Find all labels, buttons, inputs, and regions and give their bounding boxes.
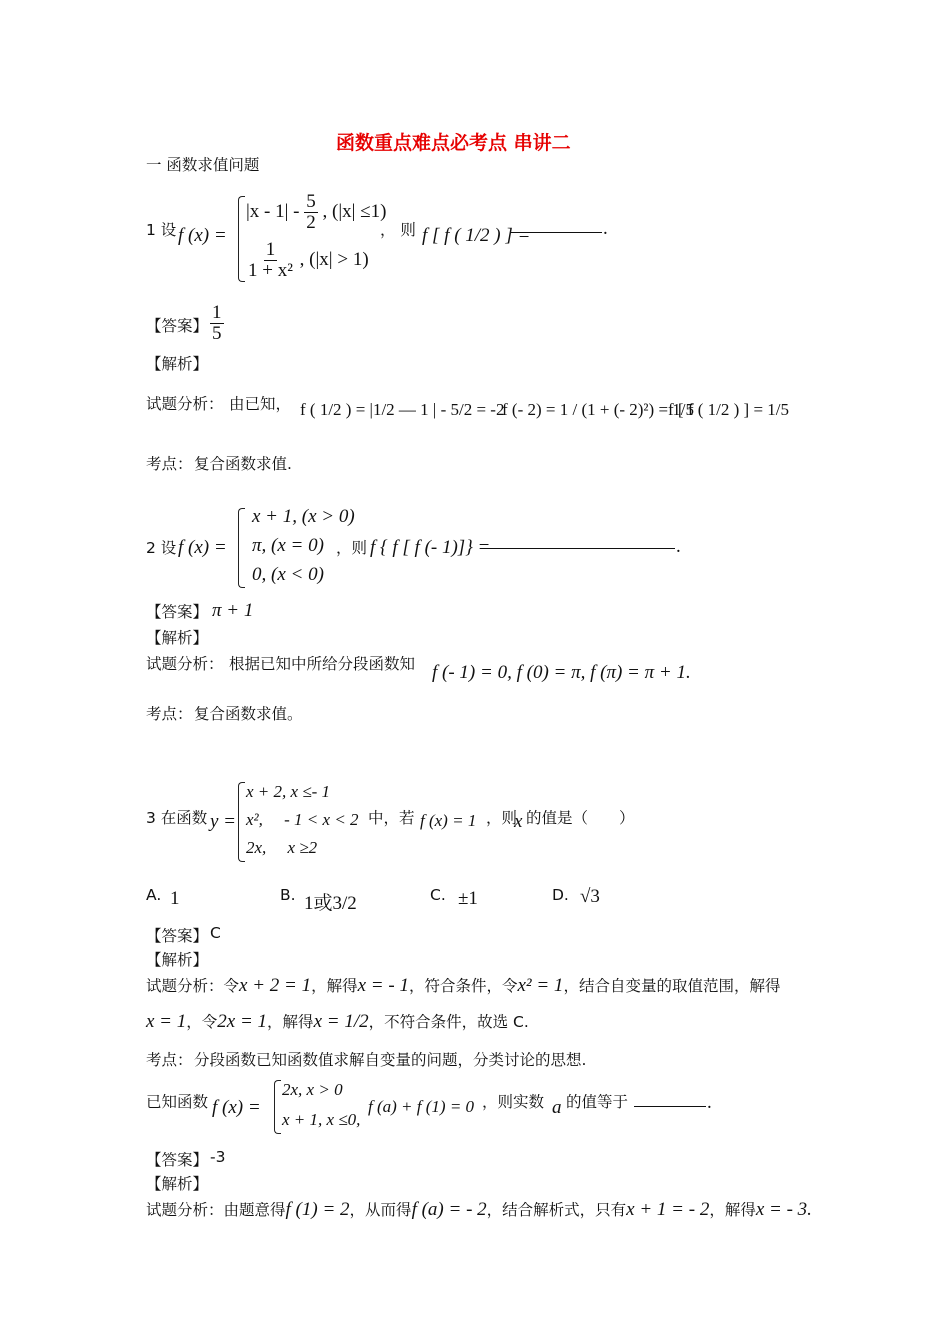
section-heading: 一 函数求值问题 (146, 156, 260, 174)
q1-answer: $\frac{1}{5}$ (212, 302, 222, 344)
q1-case1-a: |x - 1| - (246, 200, 300, 222)
q1-prefix: 1 设 (146, 221, 177, 239)
q1-brace (238, 196, 245, 282)
q1-step3: f [ f ( 1/2 ) ] = 1/5 (668, 400, 790, 419)
q4-case2: x + 1, x ≤0, (282, 1110, 361, 1129)
q1-case1-cond: , (|x| ≤1) (322, 200, 387, 222)
q3-ask: 的值是（ ） (526, 809, 635, 827)
q2-answer-blank (485, 548, 675, 549)
q1-case1-frac: $\frac{5}{2}$ (306, 191, 316, 233)
q4-case1: 2x, x > 0 (282, 1080, 343, 1099)
q3-middle: 中，若 (368, 809, 415, 827)
q4-ask: 的值等于 (566, 1093, 629, 1111)
q3-analysis-line2: x = 1，令2x = 1，解得x = 1/2，不符合条件，故选 C. (146, 1011, 529, 1032)
q2-formula: f (- 1) = 0, f (0) = π, f (π) = π + 1. (432, 662, 691, 683)
q1-then: ， 则 (380, 221, 416, 239)
q1-case2-cond: , (|x| > 1) (299, 248, 369, 270)
q3-option-a-letter: A. (146, 886, 162, 904)
q4-then: ，则实数 (482, 1093, 545, 1111)
q2-kaodian-label: 考点： (146, 705, 193, 723)
q4-cond: f (a) + f (1) = 0 (368, 1097, 475, 1116)
q4-answer-label: 【答案】 (146, 1151, 209, 1169)
q2-case2: π, (x = 0) (252, 535, 324, 556)
q1-step1: f ( 1/2 ) = |1/2 — 1 | - 5/2 = -2 (300, 400, 505, 419)
q2-period: . (676, 536, 681, 557)
q3-lhs: y = (210, 811, 237, 832)
q1-lhs: f (x) = (178, 225, 227, 246)
q2-then: ，则 (336, 539, 368, 557)
q1-case2-frac: $\frac{1}{\text{1 + x²}}$ (248, 239, 293, 281)
q1-case2 (246, 240, 369, 281)
q3-analysis-label: 【解析】 (146, 951, 209, 969)
q2-case3: 0, (x < 0) (252, 564, 324, 585)
q3-option-d-letter: D. (552, 886, 569, 904)
q2-analysis-label: 【解析】 (146, 629, 209, 647)
q2-query: f { f [ f (- 1)]} = (370, 537, 491, 558)
q3-kaodian: 分段函数已知函数值求解自变量的问题，分类讨论的思想. (194, 1051, 587, 1069)
q3-var: x (514, 811, 523, 832)
q1-answer-label: 【答案】 (146, 317, 209, 335)
q2-case1: x + 1, (x > 0) (252, 506, 355, 527)
q3-option-c-letter: C. (430, 886, 446, 904)
q1-kaodian-label: 考点： (146, 455, 193, 473)
q4-analysis-line: 试题分析：由题意得f (1) = 2，从而得f (a) = - 2，结合解析式，只有x + 1 = - 2，解得x = - 3. (146, 1199, 812, 1220)
q4-lhs: f (x) = (212, 1097, 261, 1118)
q4-period: . (707, 1092, 712, 1113)
q2-answer-label: 【答案】 (146, 603, 209, 621)
q4-analysis-label: 【解析】 (146, 1175, 209, 1193)
q2-answer: π + 1 (212, 600, 254, 621)
q4-brace (274, 1080, 281, 1134)
q1-kaodian: 复合函数求值. (194, 455, 292, 473)
q1-analysis-label: 【解析】 (146, 355, 209, 373)
q3-kaodian-label: 考点： (146, 1051, 193, 1069)
q2-prefix: 2 设 (146, 539, 177, 557)
q4-prefix: 已知函数 (146, 1093, 209, 1111)
q2-kaodian: 复合函数求值。 (194, 705, 303, 723)
q4-var: a (552, 1097, 562, 1118)
q3-case2: x², - 1 < x < 2 (246, 810, 359, 829)
q4-answer: -3 (210, 1148, 226, 1166)
q3-answer-label: 【答案】 (146, 927, 209, 945)
q3-then: ，则 (486, 809, 518, 827)
q1-period: . (603, 218, 608, 239)
q4-answer-blank (634, 1106, 706, 1107)
q3-case3: 2x, x ≥2 (246, 838, 318, 857)
q2-lhs: f (x) = (178, 537, 227, 558)
q3-option-a: 1 (170, 888, 180, 909)
q3-cond: f (x) = 1 (420, 811, 477, 830)
q3-case1: x + 2, x ≤- 1 (246, 782, 331, 801)
q1-analysis-text: 由已知， (229, 395, 292, 413)
q3-brace (238, 782, 245, 862)
q2-analysis-text: 根据已知中所给分段函数知 (229, 655, 416, 673)
page-title: 函数重点难点必考点 串讲二 (336, 132, 571, 154)
q1-step2: f (- 2) = 1 / (1 + (- 2)²) = 1/5 (502, 400, 695, 419)
q3-option-d: √3 (580, 886, 600, 907)
q3-prefix: 3 在函数 (146, 809, 208, 827)
q1-case1 (246, 192, 386, 233)
q1-query: f [ f ( 1/2 ) ] = (422, 225, 531, 246)
q2-analysis-prefix: 试题分析： (146, 655, 224, 673)
q3-option-b-letter: B. (280, 886, 296, 904)
q3-option-b: 1或3/2 (304, 893, 357, 914)
q2-brace (238, 508, 245, 588)
q3-analysis-line1: 试题分析：令x + 2 = 1，解得x = - 1，符合条件，令x² = 1，结合自变量的取值范围，解得 (146, 975, 781, 996)
q3-answer: C (210, 924, 221, 942)
q3-option-c: ±1 (458, 888, 478, 909)
q1-analysis-prefix: 试题分析： (146, 395, 224, 413)
q1-answer-blank (510, 232, 602, 233)
